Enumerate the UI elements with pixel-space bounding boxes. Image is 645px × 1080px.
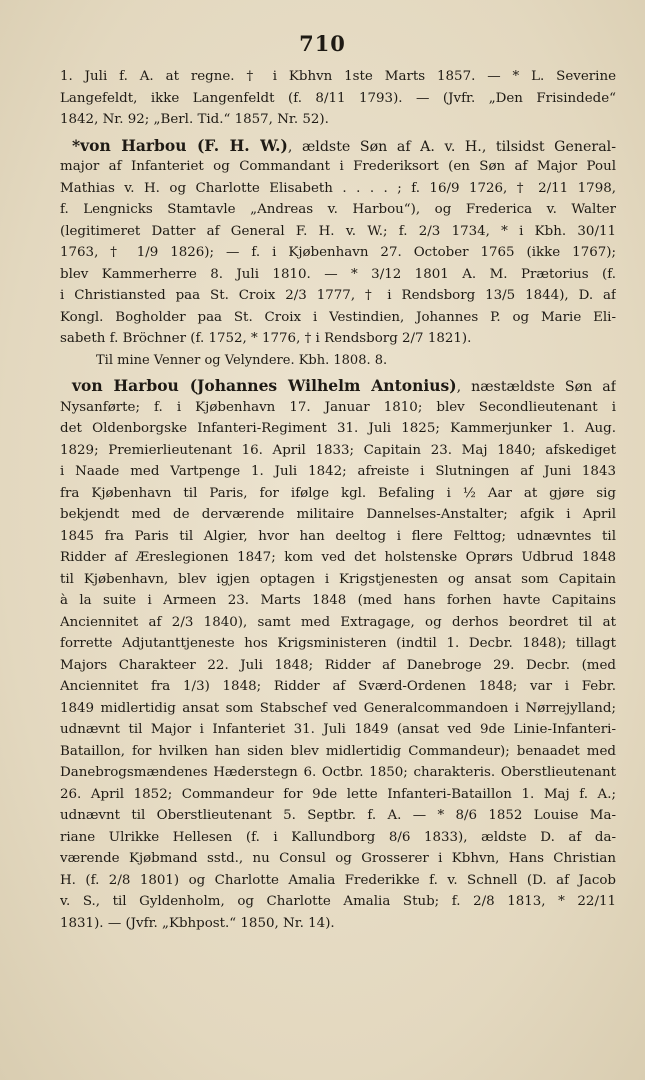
- text-line: , ældste Søn af A. v. H., tilsidst General-: [287, 138, 616, 155]
- text-line: sabeth f. Bröchner (f. 1752, * 1776, † i Rendsborg 2/7 1821).: [60, 331, 472, 346]
- text-line: major af Infanteriet og Commandant i Frederiksort (en Søn af Major Poul: [60, 159, 616, 174]
- text-line: v. S., til Gyldenholm, og Charlotte Amalia Stub; f. 2/8 1813, * 22/11: [60, 894, 616, 909]
- text-line: 1831). — (Jvfr. „Kbhpost.“ 1850, Nr. 14).: [60, 915, 335, 931]
- text-line: f. Lengnicks Stamtavle „Andreas v. Harbou“), og Frederica v. Walter: [60, 202, 616, 217]
- text-line: til Kjøbenhavn, blev igjen optagen i Krigstjenesten og ansat som Capitain: [60, 571, 616, 587]
- text-line: i Christiansted paa St. Croix 2/3 1777, † i Rendsborg 13/5 1844), D. af: [60, 288, 616, 303]
- entry-heading: von Harbou (Johannes Wilhelm Antonius): [72, 376, 457, 395]
- text-line: H. (f. 2/8 1801) og Charlotte Amalia Frederikke f. v. Schnell (D. af Jacob: [60, 872, 616, 888]
- text-line: udnævnt til Major i Infanteriet 31. Juli 1849 (ansat ved 9de Linie-Infanteri-: [60, 722, 616, 737]
- page-number: 710: [299, 31, 346, 56]
- text-line: Langefeldt, ikke Langenfeldt (f. 8/11 1793). — (Jvfr. „Den Frisindede“: [60, 90, 616, 106]
- text-line: Kongl. Bogholder paa St. Croix i Vestindien, Johannes P. og Marie Eli-: [60, 309, 616, 325]
- page-body: [60, 66, 616, 934]
- text-line: Danebrogsmændenes Hæderstegn 6. Octbr. 1850; charakteris. Oberstlieutenant: [60, 765, 616, 780]
- text-line: 1845 fra Paris til Algier, hvor han deeltog i flere Felttog; udnævntes til: [60, 528, 616, 544]
- text-line: à la suite i Armeen 23. Marts 1848 (med hans forhen havte Capitains: [60, 593, 616, 608]
- text-line: udnævnt til Oberstlieutenant 5. Septbr. f. A. — * 8/6 1852 Louise Ma-: [60, 808, 616, 823]
- text-line: Mathias v. H. og Charlotte Elisabeth . . . . ; f. 16/9 1726, † 2/11 1798,: [60, 180, 616, 196]
- entry-heading-line: [60, 135, 616, 157]
- text-line: i Naade med Vartpenge 1. Juli 1842; afreiste i Slutningen af Juni 1843: [60, 464, 616, 479]
- entry-heading: *von Harbou (F. H. W.): [72, 135, 288, 155]
- text-line: bekjendt med de derværende militaire Dannelses-Anstalter; afgik i April: [60, 507, 616, 522]
- text-line: værende Kjøbmand sstd., nu Consul og Grosserer i Kbhvn, Hans Christian: [60, 851, 616, 866]
- text-line: Bataillon, for hvilken han siden blev midlertidig Commandeur); benaadet med: [60, 743, 616, 759]
- text-line: 1763, † 1/9 1826); — f. i Kjøbenhavn 27. October 1765 (ikke 1767);: [60, 245, 616, 260]
- text-line: 1849 midlertidig ansat som Stabschef ved Generalcommandoen i Nørrejylland;: [60, 700, 616, 716]
- text-line: Majors Charakteer 22. Juli 1848; Ridder af Danebroge 29. Decbr. (med: [60, 657, 616, 673]
- text-line: riane Ulrikke Hellesen (f. i Kallundborg 8/6 1833), ældste D. af da-: [60, 829, 616, 845]
- entry-heading-line: [60, 375, 616, 397]
- text-line: blev Kammerherre 8. Juli 1810. — * 3/12 1801 A. M. Prætorius (f.: [60, 266, 616, 282]
- text-line: 1829; Premierlieutenant 16. April 1833; Capitain 23. Maj 1840; afskediget: [60, 442, 616, 458]
- text-line: , næstældste Søn af: [456, 379, 616, 395]
- text-line: Nysanførte; f. i Kjøbenhavn 17. Januar 1810; blev Secondlieutenant i: [60, 399, 616, 415]
- text-line: 1842, Nr. 92; „Berl. Tid.“ 1857, Nr. 52).: [60, 112, 329, 127]
- text-line: fra Kjøbenhavn til Paris, for ifølge kgl. Befaling i ½ Aar at gjøre sig: [60, 485, 616, 501]
- text-line: Ridder af Æreslegionen 1847; kom ved det holstenske Oprørs Udbrud 1848: [60, 550, 616, 565]
- text-line: forrette Adjutanttjeneste hos Krigsministeren (indtil 1. Decbr. 1848); tillagt: [60, 636, 616, 651]
- text-line: 26. April 1852; Commandeur for 9de lette Infanteri-Bataillon 1. Maj f. A.;: [60, 786, 616, 802]
- text-line: det Oldenborgske Infanteri-Regiment 31. Juli 1825; Kammerjunker 1. Aug.: [60, 421, 616, 436]
- publication-note: Til mine Venner og Velyndere. Kbh. 1808. 8.: [96, 352, 388, 368]
- text-line: 1. Juli f. A. at regne. † i Kbhvn 1ste Marts 1857. — * L. Severine: [60, 69, 616, 84]
- text-line: Anciennitet fra 1/3) 1848; Ridder af Sværd-Ordenen 1848; var i Febr.: [60, 679, 616, 694]
- text-line: Anciennitet af 2/3 1840), samt med Extragage, og derhos beordret til at: [60, 614, 616, 630]
- text-line: (legitimeret Datter af General F. H. v. W.; f. 2/3 1734, * i Kbh. 30/11: [60, 223, 616, 239]
